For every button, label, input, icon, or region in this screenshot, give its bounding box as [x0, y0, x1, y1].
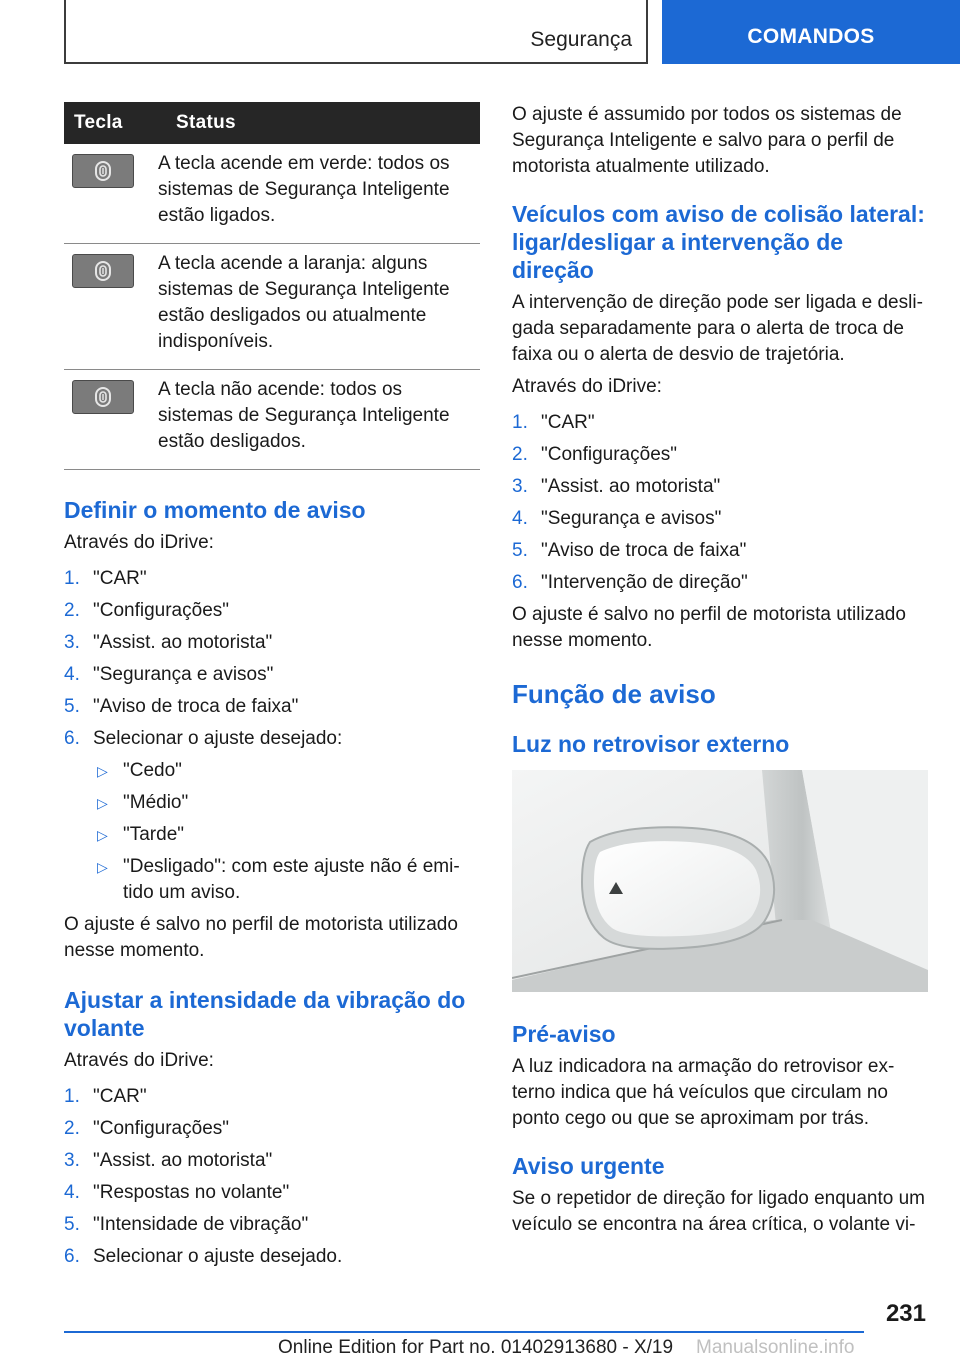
status-text: A tecla acende a laranja: alguns sistemas de Segurança Inteligente estão desligados ou atualmente indisponíveis. [156, 244, 480, 370]
vibration-intro: Através do iDrive: [64, 1050, 214, 1071]
urgent-warning-text: Se o repetidor de direção for ligado enquanto um veículo se encontra na área crítica, o volante vi- [512, 1188, 925, 1235]
status-text: A tecla acende em verde: todos os sistemas de Segurança Inteligente estão ligados. [156, 144, 480, 244]
mirror-light-heading: Luz no retrovisor externo [512, 731, 790, 757]
warning-time-steps [64, 566, 480, 752]
collision-heading: Veículos com aviso de colisão lateral: ligar/desligar a intervenção de direção [512, 201, 925, 283]
key-status-table [64, 102, 480, 470]
triangle-bullet-icon: ▷ [97, 827, 108, 843]
watermark: Manualsonline.info [696, 1337, 855, 1358]
footer-divider [64, 1331, 864, 1333]
list-item: ▷ "Tarde" [64, 822, 480, 848]
safety-key-icon [72, 254, 134, 288]
status-text: A tecla não acende: todos os sistemas de Segurança Inteligente estão desligados. [156, 370, 480, 470]
list-item: 1. "CAR" [512, 412, 595, 433]
list-item: 1. "CAR" [64, 568, 147, 589]
list-item: 5. "Aviso de troca de faixa" [512, 540, 747, 561]
list-item: 6. Selecionar o ajuste desejado. [64, 1246, 343, 1267]
vibration-steps [64, 1084, 480, 1270]
list-item: ▷ "Desligado": com este ajuste não é emitido um aviso. [97, 856, 460, 903]
left-column [64, 102, 480, 1276]
list-item: 4. "Segurança e avisos" [512, 508, 722, 529]
collision-text: A intervenção de direção pode ser ligada e desligada separadamente para o alerta de troca de faixa ou o alerta de desvio de trajetória. [512, 292, 923, 365]
collision-note: O ajuste é salvo no perfil de motorista utilizado nesse momento. [512, 604, 906, 651]
section-title: Segurança [530, 28, 632, 51]
warning-function-heading: Função de aviso [512, 679, 716, 709]
warning-time-note: O ajuste é salvo no perfil de motorista utilizado nesse momento. [64, 914, 458, 961]
list-item: 1. "CAR" [64, 1086, 147, 1107]
collision-steps [512, 410, 928, 596]
triangle-bullet-icon: ▷ [97, 763, 108, 779]
right-column [512, 102, 928, 1238]
pre-warning-heading: Pré-aviso [512, 1021, 616, 1047]
list-item: 3. "Assist. ao motorista" [64, 1150, 273, 1171]
triangle-bullet-icon: ▷ [97, 859, 108, 875]
list-item: 6. Selecionar o ajuste desejado: [64, 728, 343, 749]
list-item: 4. "Segurança e avisos" [64, 664, 274, 685]
table-header-row [64, 102, 480, 144]
triangle-bullet-icon: ▷ [97, 795, 108, 811]
collision-intro: Através do iDrive: [512, 376, 662, 397]
table-row [64, 144, 480, 244]
urgent-warning-heading: Aviso urgente [512, 1153, 665, 1179]
running-header [64, 0, 648, 64]
column-header-status: Status [156, 102, 480, 144]
list-item: 3. "Assist. ao motorista" [512, 476, 721, 497]
list-item: 5. "Intensidade de vibração" [64, 1214, 309, 1235]
column-header-key: Tecla [64, 102, 156, 144]
intro-paragraph: O ajuste é assumido por todos os sistemas de Segurança Inteligente e salvo para o perfil de motorista atualmente utilizado. [512, 104, 902, 177]
table-row [64, 244, 480, 370]
warning-time-intro: Através do iDrive: [64, 532, 214, 553]
list-item: 2. "Configurações" [64, 600, 230, 621]
list-item: ▷ "Cedo" [64, 758, 480, 784]
safety-key-icon [72, 380, 134, 414]
warning-time-heading: Definir o momento de aviso [64, 497, 366, 523]
list-item: 3. "Assist. ao motorista" [64, 632, 273, 653]
warning-time-options [64, 758, 480, 906]
vibration-heading: Ajustar a intensidade da vibração do volante [64, 987, 466, 1041]
list-item: 4. "Respostas no volante" [64, 1182, 290, 1203]
list-item: 2. "Configurações" [64, 1118, 230, 1139]
pre-warning-text: A luz indicadora na armação do retrovisor externo indica que há veículos que circulam no ponto cego ou que se aproximam por trás. [512, 1056, 895, 1129]
list-item: 6. "Intervenção de direção" [512, 572, 748, 593]
list-item: ▷ "Médio" [64, 790, 480, 816]
edition-text: Online Edition for Part no. 01402913680 - X/19 [278, 1337, 674, 1358]
table-row [64, 370, 480, 470]
list-item: 2. "Configurações" [512, 444, 678, 465]
chapter-tab: COMANDOS [662, 0, 960, 64]
page-number: 231 [885, 1300, 926, 1327]
safety-key-icon [72, 154, 134, 188]
side-mirror-illustration [512, 770, 928, 992]
list-item: 5. "Aviso de troca de faixa" [64, 696, 299, 717]
